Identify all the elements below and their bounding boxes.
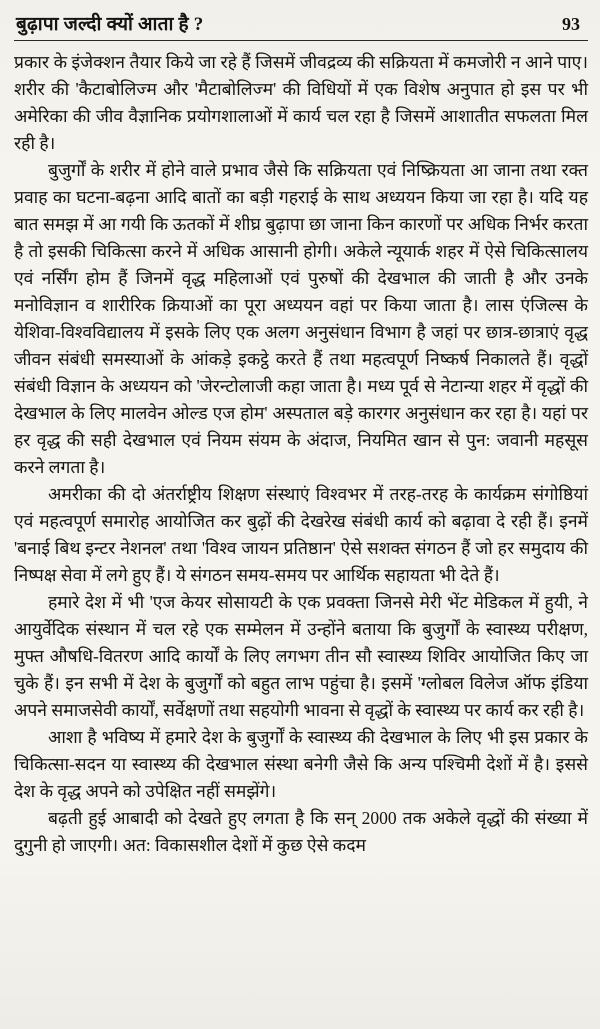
paragraph: अमरीका की दो अंतर्राष्ट्रीय शिक्षण संस्थाएं विश्वभर में तरह-तरह के कार्यक्रम संगोष्ठियां एवं महत्वपूर्ण समारोह आयोजित कर बुढ़ों की देखरेख संबंधी कार्य को बढ़ावा दे रही हैं। इनमें 'बनाई बिथ इन्टर नेशनल' तथा 'विश्व जायन प्रतिष्ठान' ऐसे सशक्त संगठन हैं जो हर समुदाय की निष्पक्ष सेवा में लगे हुए हैं। ये संगठन समय-समय पर आर्थिक सहायता भी देते हैं।: [14, 484, 588, 585]
page-number: 93: [562, 14, 580, 34]
paragraph: बुजुर्गों के शरीर में होने वाले प्रभाव जैसे कि सक्रियता एवं निष्क्रियता आ जाना तथा रक्त प्रवाह का घटना-बढ़ना आदि बातों का बड़ी गहराई के साथ अध्ययन किया जा रहा है। यदि यह बात समझ में आ गयी कि ऊतकों में शीघ्र बुढ़ापा छा जाना किन कारणों पर अधिक निर्भर करता है तो इसकी चिकित्सा करने में अधिक आसानी होगी। अकेले न्यूयार्क शहर में ऐसे चिकित्सालय एवं नर्सिंग होम हैं जिनमें वृद्ध महिलाओं एवं पुरुषों की देखभाल की जाती है और उनके मनोविज्ञान व शारीरिक क्रियाओं का पूरा अध्ययन वहां पर किया जाता है। लास एंजिल्स के येशिवा-विश्वविद्यालय में इसके लिए एक अलग अनुसंधान विभाग है जहां पर छात्र-छात्राएं वृद्ध जीवन संबंधी समस्याओं के आंकड़े इकट्ठे करते हैं तथा महत्वपूर्ण निष्कर्ष निकालते हैं। वृद्धों संबंधी विज्ञान के अध्ययन को 'जेरन्टोलाजी कहा जाता है। मध्य पूर्व से नेटान्या शहर में वृद्धों की देखभाल के लिए मालवेन ओल्ड एज होम' अस्पताल बड़े कारगर अनुसंधान कर रहा है। यहां पर हर वृद्ध की सही देखभाल एवं नियम संयम के अंदाज, नियमित खान से पुन: जवानी महसूस करने लगता है।: [14, 160, 588, 477]
chapter-title: बुढ़ापा जल्दी क्यों आता है ?: [16, 14, 204, 35]
page-header: [14, 8, 588, 40]
paragraph: बढ़ती हुई आबादी को देखते हुए लगता है कि सन् 2000 तक अकेले वृद्धों की संख्या में दुगुनी हो जाएगी। अत: विकासशील देशों में कुछ ऐसे कदम: [14, 808, 588, 855]
header-rule: [14, 40, 588, 41]
paragraph-continuation: प्रकार के इंजेक्शन तैयार किये जा रहे हैं जिसमें जीवद्रव्य की सक्रियता में कमजोरी न आने पाए। शरीर की 'कैटाबोलिज्म और 'मैटाबोलिज्म' की विधियों में एक विशेष अनुपात हो इस पर भी अमेरिका की जीव वैज्ञानिक प्रयोगशालाओं में कार्य चल रहा है जिसमें आशातीत सफलता मिल रही है।: [14, 52, 588, 153]
body-text: [14, 49, 588, 859]
paragraph: हमारे देश में भी 'एज केयर सोसायटी के एक प्रवक्ता जिनसे मेरी भेंट मेडिकल में हुयी, ने आयुर्वेदिक संस्थान में चल रहे एक सम्मेलन में उन्होंने बताया कि बुजुर्गों के स्वास्थ्य परीक्षण, मुफ्त औषधि-वितरण आदि कार्यों के लिए लगभग तीन सौ स्वास्थ्य शिविर आयोजित किए जा चुके हैं। इन सभी में देश के बुजुर्गों को बहुत लाभ पहुंचा है। इसमें 'ग्लोबल विलेज ऑफ इंडिया अपने समाजसेवी कार्यों, सर्वेक्षणों तथा सहयोगी भावना से वृद्धों के स्वास्थ्य पर कार्य कर रही है।: [14, 592, 588, 720]
paragraph: आशा है भविष्य में हमारे देश के बुजुर्गों के स्वास्थ्य की देखभाल के लिए भी इस प्रकार के चिकित्सा-सदन या स्वास्थ्य की देखभाल संस्था बनेगी जैसे कि अन्य पश्चिमी देशों में है। इससे देश के वृद्ध अपने को उपेक्षित नहीं समझेंगे।: [14, 727, 588, 801]
